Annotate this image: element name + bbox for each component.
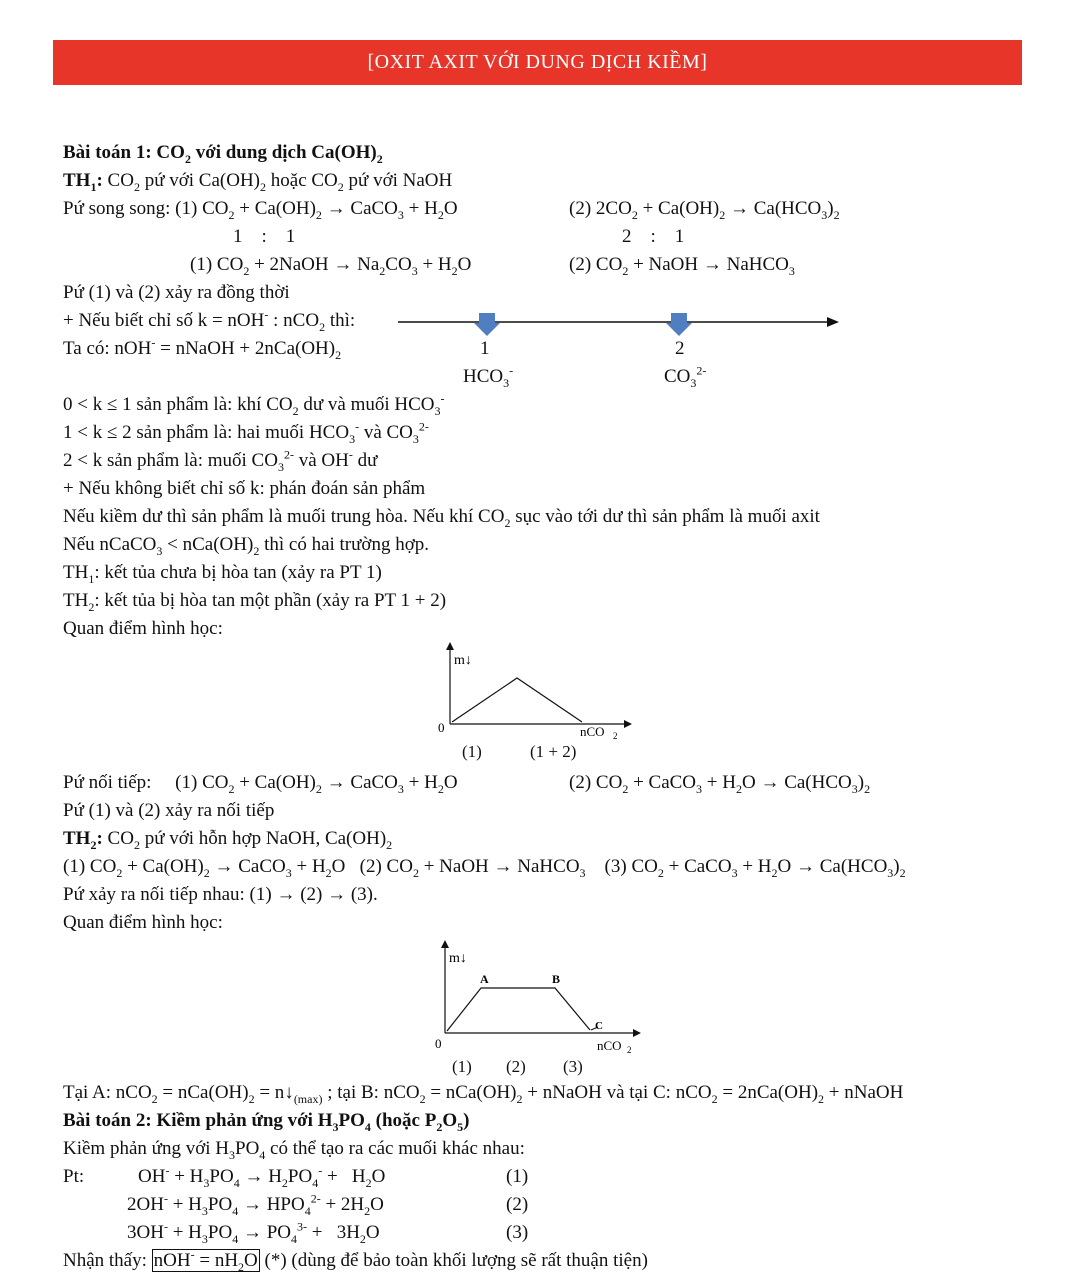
k-number-axis [395,308,845,340]
parallel-reaction-2: (2) $2CO_2 + Ca(OH)_2 \to Ca(HCO_3)_2$ [569,198,840,222]
graph1-curve [452,678,582,722]
unknown-k-note: + Nếu không biết chỉ số k: phán đoán sản phẩm [63,478,426,499]
three-reactions: (1) $CO_2 + Ca(OH)_2$ → CaCO$_3$ + $H_2O$ (2) $CO_2$ + NaOH → NaHCO$_3$ (3) $CO_2$ + CaCO$_3$ + $H_2O \to Ca(HCO_3)_2$ [63,856,906,880]
naoh-reaction-1: (1) $CO_2$ + 2NaOH → $Na_2CO_3 + H_2O$ [190,254,472,278]
k-ratio-line: + Nếu biết chỉ số k = nOH- : nCO$_2$ thì: [63,307,356,334]
axis-label-hco3: $HCO_3^-$ [463,363,514,390]
simultaneous-note: Pứ (1) và (2) xảy ra đồng thời [63,282,290,303]
page-banner [53,40,1022,85]
section-title-2: Bài toán 2: Kiềm phản ứng với $H_3PO_4$ (hoặc $P_2O_5$) [63,1110,470,1134]
phosphate-eq-1: $OH^- + H_3PO_4 \to H_2PO_4^- + H_2O$ [138,1163,386,1190]
points-abc-note: Tại A: $nCO_2 = nCa(OH)_2$ = $n↓_{(max)}$ ; tại B: $nCO_2 = nCa(OH)_2$ + nNaOH và tại C: $nCO_2 = 2nCa(OH)_2$ + nNaOH [63,1082,904,1106]
case-th2: $TH_2$: kết tủa bị hòa tan một phần (xảy ra PT 1 + 2) [63,590,447,614]
phosphate-eq-2: $2OH^- + H_3PO_4 \to HPO_4^{2-} + 2H_2O$ [127,1191,384,1218]
tick-1: 1 [480,338,490,359]
naoh-reaction-2: (2) $CO_2$ + NaOH → NaHCO$_3$ [569,254,795,278]
observation-note: Nhận thấy: $nOH^- = nH_2O$ (*) (dùng để bảo toàn khối lượng sẽ rất thuận tiện) [63,1247,648,1274]
banner-title: [OXIT AXIT VỚI DUNG DỊCH KIỀM] [367,51,708,73]
graph1-xlabel: nCO [580,724,605,739]
series-reaction-1: Pứ nối tiếp: (1) $CO_2 + Ca(OH)_2$ → CaCO$_3$ + $H_2O$ [63,772,458,796]
range-2: 1 < k ≤ 2 sản phẩm là: hai muối $HCO_3^-$ và $CO_3^{2-}$ [63,419,429,446]
graph2-ylabel: m↓ [449,951,467,966]
graph-1 [430,640,650,740]
range-1: 0 < k ≤ 1 sản phẩm là: khí $CO_2$ dư và muối $HCO_3^-$ [63,391,445,418]
eq-number-2: (2) [506,1194,529,1215]
graph1-ylabel: m↓ [454,653,472,668]
pt-label: Pt: [63,1166,85,1187]
graph2-xlabel: nCO [597,1038,622,1053]
phosphate-eq-3: $3OH^- + H_3PO_4 \to PO_4^{3-} + 3H_2O$ [127,1219,380,1246]
boxed-identity: $nOH^- = nH_2O$ [153,1247,258,1274]
marker-2 [666,313,692,336]
geometry-heading-2: Quan điểm hình học: [63,912,223,933]
series-note: Pứ (1) và (2) xảy ra nối tiếp [63,800,275,821]
case-th1: $TH_1$: kết tủa chưa bị hòa tan (xảy ra PT 1) [63,562,382,586]
graph2-stage-3: (3) [563,1057,583,1076]
two-cases-note: Nếu nCaCO$_3$ < $nCa(OH)_2$ thì có hai trường hợp. [63,534,430,558]
eq-number-1: (1) [506,1166,529,1187]
parallel-reaction-1: Pứ song song: (1) $CO_2 + Ca(OH)_2$ → CaCO$_3$ + $H_2O$ [63,198,458,222]
graph1-origin: 0 [438,720,445,735]
graph2-xlabel-sub: 2 [627,1045,632,1055]
section-title-1: Bài toán 1: $CO_2$ với dung dịch $Ca(OH)_2$ [63,142,383,166]
marker-1 [474,313,500,336]
alkali-intro: Kiềm phản ứng với $H_3PO_4$ có thể tạo ra các muối khác nhau: [63,1138,525,1162]
tick-2: 2 [675,338,685,359]
graph2-point-c: C [595,1020,603,1032]
series-reaction-2: (2) $CO_2$ + CaCO$_3$ + $H_2O \to Ca(HCO_3)_2$ [569,772,871,796]
graph2-point-a: A [480,972,489,986]
graph1-y-arrow [446,642,454,650]
axis-label-co3: $CO_3^{2-}$ [664,363,707,390]
eq-number-3: (3) [506,1222,529,1243]
case-2-heading: $TH_2$: $CO_2$ pứ với hỗn hợp NaOH, $Ca(OH)_2$ [63,828,393,852]
graph1-x-arrow [624,720,632,728]
graph2-curve [447,988,590,1031]
ratio-1: 1 : 1 [233,226,296,247]
graph1-stage-2: (1 + 2) [530,742,577,761]
axis-arrowhead [827,317,839,327]
case-1-heading: $TH_1$: $CO_2$ pứ với $Ca(OH)_2$ hoặc $CO_2$ pứ với NaOH [63,170,453,194]
graph2-x-arrow [633,1029,641,1037]
graph1-xlabel-sub: 2 [613,731,618,740]
oh-total-line: Ta có: nOH- = nNaOH + $2nCa(OH)_2$ [63,335,342,362]
range-3: 2 < k sản phẩm là: muối $CO_3^{2-}$ và OH- dư [63,447,378,474]
graph2-origin: 0 [435,1036,442,1051]
geometry-heading-1: Quan điểm hình học: [63,618,223,639]
ratio-2: 2 : 1 [622,226,685,247]
sequence-note: Pứ xảy ra nối tiếp nhau: (1) → (2) → (3). [63,884,378,905]
graph2-stage-1: (1) [452,1057,472,1076]
graph1-stage-1: (1) [462,742,482,761]
excess-note: Nếu kiềm dư thì sản phẩm là muối trung hòa. Nếu khí $CO_2$ sục vào tới dư thì sản phẩm là muối axit [63,506,820,530]
graph2-point-b: B [552,972,561,986]
graph2-y-arrow [441,940,449,948]
graph-2 [425,936,650,1056]
graph2-stage-2: (2) [506,1057,526,1076]
